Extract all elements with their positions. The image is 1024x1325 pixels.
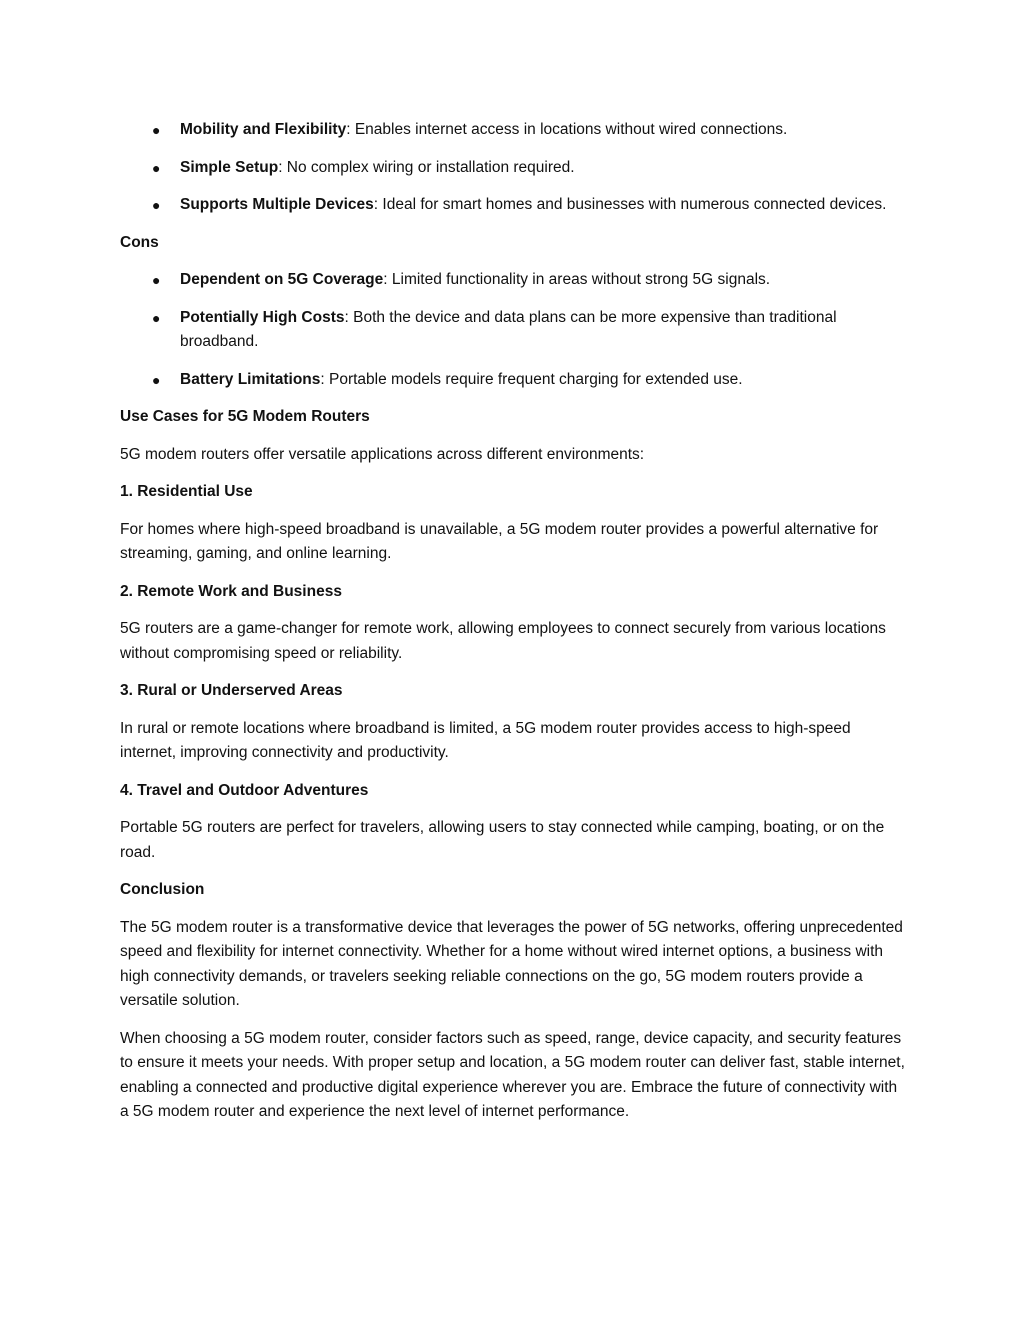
document-page [120,118,908,1138]
list-item-desc: : No complex wiring or installation required. [278,158,575,176]
use-case-title: 2. Remote Work and Business [120,582,342,600]
use-case-text: 5G routers are a game-changer for remote work, allowing employees to connect securely from various locations without compromising speed or reliability. [120,620,886,662]
use-cases-intro: 5G modem routers offer versatile applications across different environments: [120,445,645,463]
bullet-icon: ● [152,272,161,288]
list-item-term: Battery Limitations [180,370,321,388]
pros-list [120,118,908,218]
list-item [120,368,908,393]
cons-heading: Cons [120,233,159,251]
list-item [120,268,908,293]
bullet-icon: ● [152,309,161,326]
bullet-icon: ● [152,159,161,176]
list-item [120,306,908,355]
use-cases-heading: Use Cases for 5G Modem Routers [120,408,370,425]
bullet-icon: ● [152,197,161,213]
list-item-desc: : Limited functionality in areas without strong 5G signals. [383,271,771,288]
list-item-term: Supports Multiple Devices [180,196,374,213]
list-item-desc: : Portable models require frequent charging for extended use. [320,370,743,388]
list-item-term: Dependent on 5G Coverage [180,271,384,288]
list-item-term: Simple Setup [180,158,279,176]
conclusion-paragraph: The 5G modem router is a transformative device that leverages the power of 5G networks, offering unprecedented speed and flexibility for internet connectivity. Whether for a home without wired internet options, a business with high connectivity demands, or travelers seeking reliable connections on the go, 5G modem routers provide a versatile solution. [120,918,903,1009]
use-case-title: 3. Rural or Underserved Areas [120,682,343,699]
conclusion-paragraph: When choosing a 5G modem router, consider factors such as speed, range, device capacity, and security features to ensure it meets your needs. With proper setup and location, a 5G modem router can deliver fast, stable internet, enabling a connected and productive digital experience wherever you are. Embrace the future of connectivity with a 5G modem router and experience the next level of internet performance. [120,1029,905,1120]
list-item-desc: : Ideal for smart homes and businesses with numerous connected devices. [373,196,887,213]
cons-list [120,268,908,392]
use-case-title: 1. Residential Use [120,483,253,500]
list-item-term: Mobility and Flexibility [180,121,347,138]
list-item [120,193,908,218]
list-item-desc: : Both the device and data plans can be more expensive than traditional broadband. [180,308,837,350]
list-item-term: Potentially High Costs [180,308,345,326]
list-item [120,118,908,143]
use-case-text: In rural or remote locations where broadband is limited, a 5G modem router provides access to high-speed internet, improving connectivity and productivity. [120,719,851,761]
use-case-text: Portable 5G routers are perfect for travelers, allowing users to stay connected while camping, boating, or on the road. [120,819,885,861]
list-item [120,156,908,181]
list-item-desc: : Enables internet access in locations without wired connections. [346,121,788,138]
conclusion-heading: Conclusion [120,881,205,898]
use-case-text: For homes where high-speed broadband is unavailable, a 5G modem router provides a powerful alternative for streaming, gaming, and online learning. [120,520,879,562]
use-case-title: 4. Travel and Outdoor Adventures [120,781,369,799]
bullet-icon: ● [152,371,161,388]
bullet-icon: ● [152,122,161,138]
